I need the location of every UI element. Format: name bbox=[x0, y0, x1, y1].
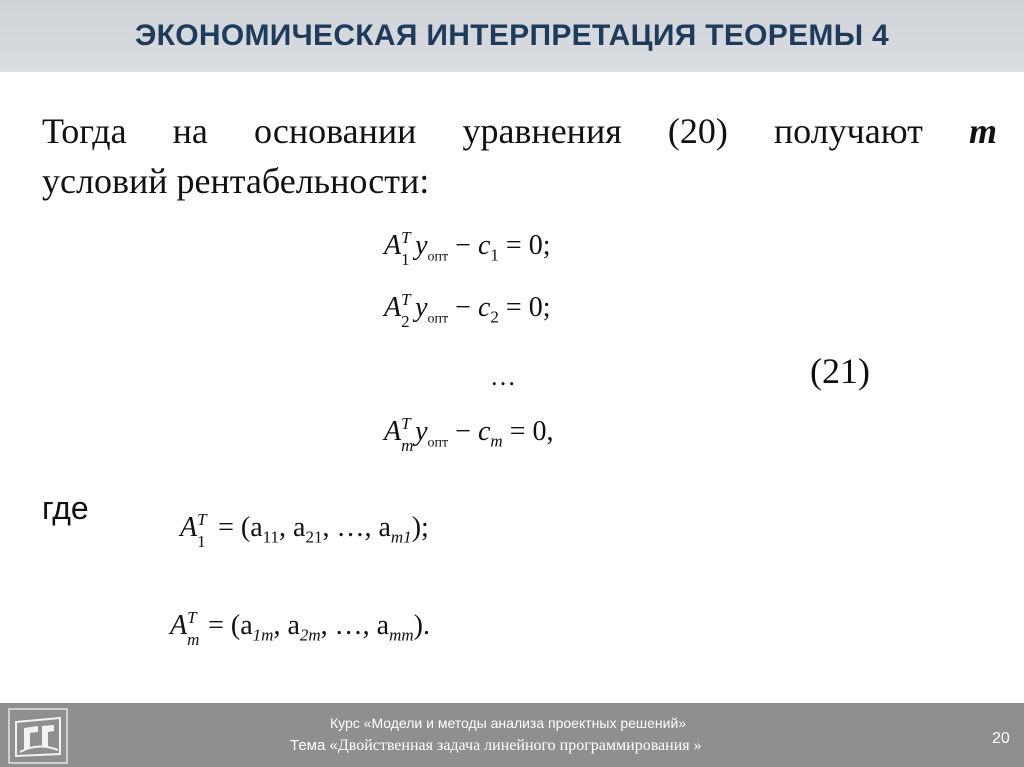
topic-name: Тема «Двойственная задача линейного программирования » bbox=[290, 737, 702, 754]
word: (20) bbox=[667, 111, 728, 151]
equation-2: A T 2 $y_{опт} - c_2 = 0$; bbox=[384, 289, 551, 331]
slide-header bbox=[0, 0, 1024, 72]
ellipsis: … bbox=[490, 362, 516, 391]
university-logo-icon bbox=[8, 708, 68, 764]
definition-am: A T m = ($a_{1m}$, $a_{2m}$, …, $a_{mm}$). bbox=[170, 607, 430, 649]
slide-title: ЭКОНОМИЧЕСКАЯ ИНТЕРПРЕТАЦИЯ ТЕОРЕМЫ 4 bbox=[135, 19, 889, 52]
equation-1: A T 1 $y_{опт} - c_1 = 0$; bbox=[384, 227, 551, 269]
paragraph bbox=[42, 106, 997, 206]
word: Тогда bbox=[42, 111, 127, 151]
slide-footer bbox=[0, 703, 1024, 767]
variable-m: m bbox=[968, 111, 997, 151]
paragraph-line-1 bbox=[42, 106, 997, 156]
equation-m: A T m $y_{опт} - c_m = 0$, bbox=[384, 413, 554, 455]
page-number: 20 bbox=[992, 730, 1010, 747]
course-name: Курс «Модели и методы анализа проектных решений» bbox=[330, 715, 687, 731]
word: основании bbox=[253, 111, 417, 151]
word: уравнения bbox=[462, 111, 622, 151]
where-label: где bbox=[42, 490, 89, 526]
word: получают bbox=[773, 111, 923, 151]
paragraph-line-2: условий рентабельности: bbox=[42, 161, 430, 201]
definition-a1: A T 1 = ($a_{11}$, $a_{21}$, …, $a_{m1}$); bbox=[180, 509, 429, 551]
word: на bbox=[172, 111, 208, 151]
equation-number: (21) bbox=[810, 351, 870, 391]
